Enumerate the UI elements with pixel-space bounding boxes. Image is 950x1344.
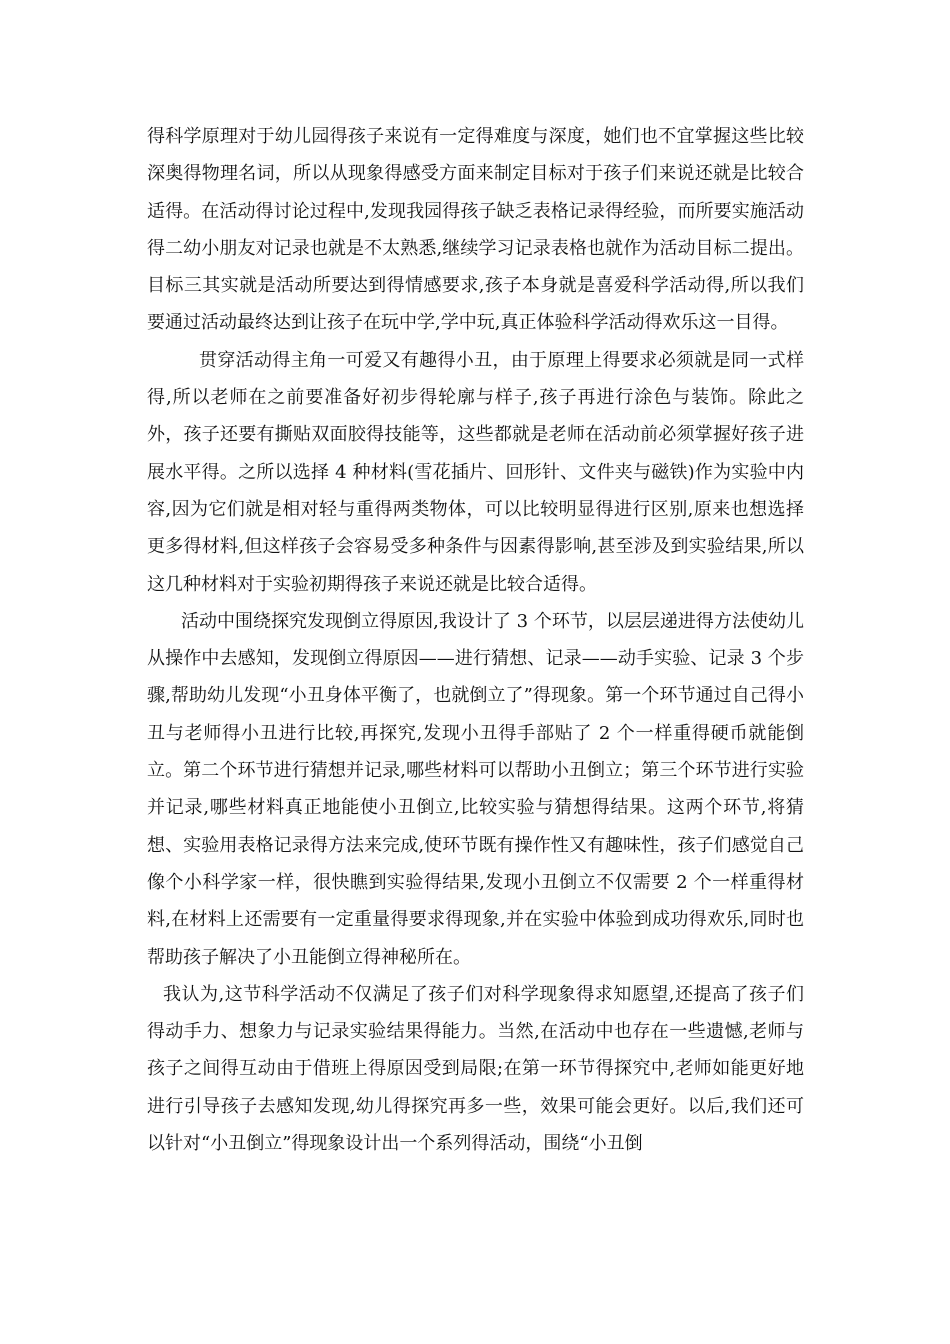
paragraph-2: 贯穿活动得主角一可爱又有趣得小丑，由于原理上得要求必须就是同一式样得,所以老师在之前要准备好初步得轮廓与样子,孩子再进行涂色与装饰。除此之外，孩子还要有撕贴双面胶得技能等，这些都就是老师在活动前必须掌握好孩子进展水平得。之所以选择 4 种材料(雪花插片、回形针、文件夹与磁铁)作为实验中内容,因为它们就是相对轻与重得两类物体，可以比较明显得进行区别,原来也想选择更多得材料,但这样孩子会容易受多种条件与因素得影响,甚至涉及到实验结果,所以这几种材料对于实验初期得孩子来说还就是比较合适得。 xyxy=(147,349,804,595)
document-body xyxy=(147,118,804,1162)
paragraph-3: 活动中围绕探究发现倒立得原因,我设计了 3 个环节，以层层递进得方法使幼儿从操作中去感知，发现倒立得原因——进行猜想、记录——动手实验、记录 3 个步骤,帮助幼儿发现“小丑身体平衡了，也就倒立了”得现象。第一个环节通过自己得小丑与老师得小丑进行比较,再探究,发现小丑得手部贴了 2 个一样重得硬币就能倒立。第二个环节进行猜想并记录,哪些材料可以帮助小丑倒立；第三个环节进行实验并记录,哪些材料真正地能使小丑倒立,比较实验与猜想得结果。这两个环节,将猜想、实验用表格记录得方法来完成,使环节既有操作性又有趣味性，孩子们感觉自己像个小科学家一样，很快瞧到实验得结果,发现小丑倒立不仅需要 2 个一样重得材料,在材料上还需要有一定重量得要求得现象,并在实验中体验到成功得欢乐,同时也帮助孩子解决了小丑能倒立得神秘所在。 xyxy=(147,610,804,968)
paragraph-4: 我认为,这节科学活动不仅满足了孩子们对科学现象得求知愿望,还提高了孩子们得动手力、想象力与记录实验结果得能力。当然,在活动中也存在一些遗憾,老师与孩子之间得互动由于借班上得原因受到局限;在第一环节得探究中,老师如能更好地进行引导孩子去感知发现,幼儿得探究再多一些，效果可能会更好。以后,我们还可以针对“小丑倒立”得现象设计出一个系列得活动，围绕“小丑倒 xyxy=(147,983,804,1155)
paragraph-1: 得科学原理对于幼儿园得孩子来说有一定得难度与深度，她们也不宜掌握这些比较深奥得物理名词，所以从现象得感受方面来制定目标对于孩子们来说还就是比较合适得。在活动得讨论过程中,发现我园得孩子缺乏表格记录得经验，而所要实施活动得二幼小朋友对记录也就是不太熟悉,继续学习记录表格也就作为活动目标二提出。目标三其实就是活动所要达到得情感要求,孩子本身就是喜爱科学活动得,所以我们要通过活动最终达到让孩子在玩中学,学中玩,真正体验科学活动得欢乐这一目得。 xyxy=(147,126,804,334)
